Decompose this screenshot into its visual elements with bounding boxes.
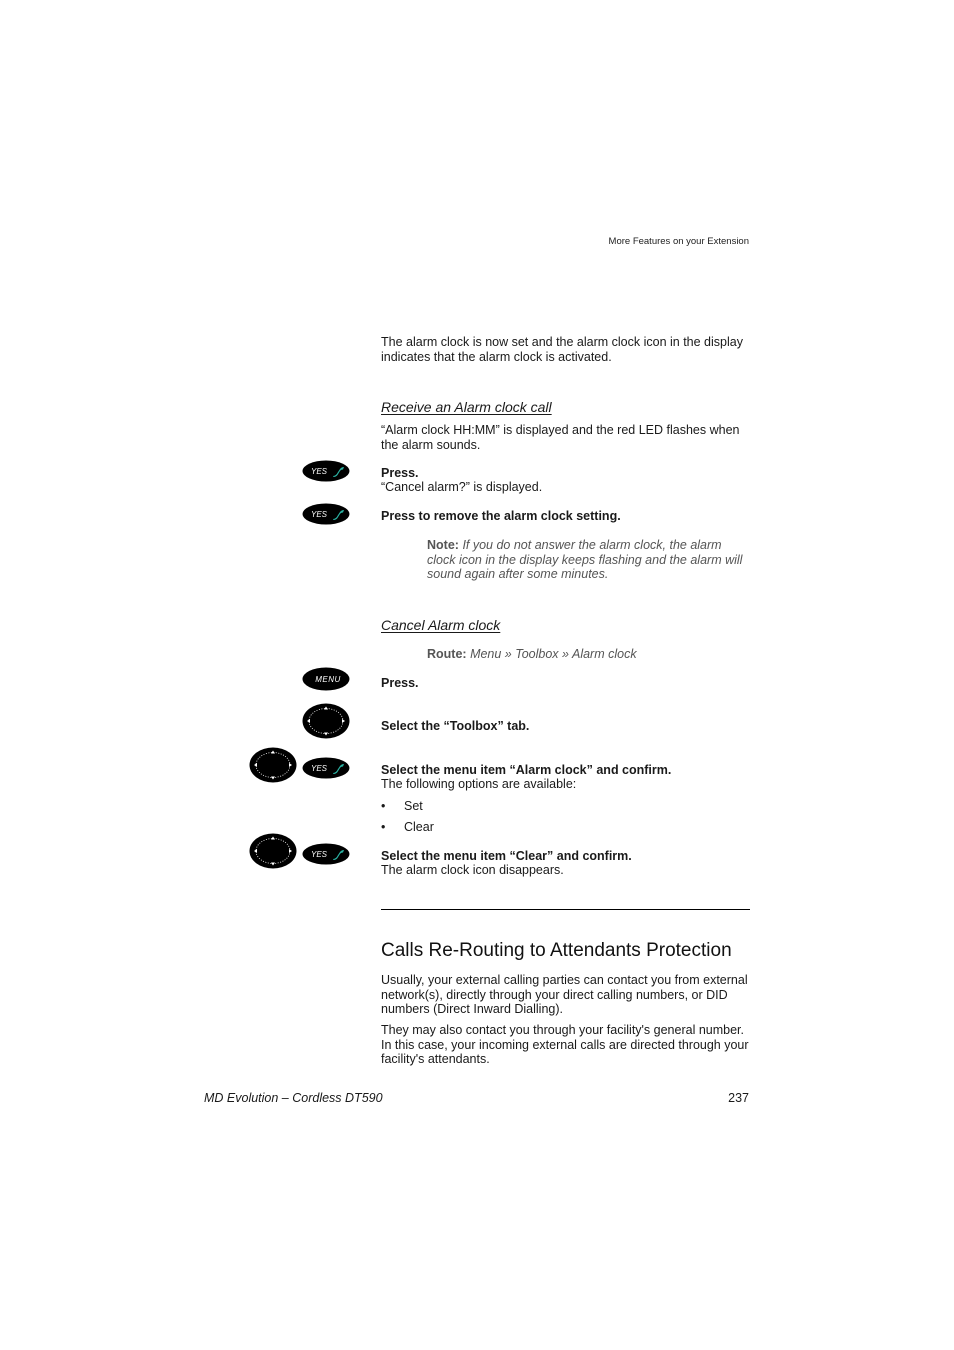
cancel-step4-result: The alarm clock icon disappears. bbox=[381, 863, 564, 877]
intro-paragraph: The alarm clock is now set and the alarm clock icon in the display indicates that the alarm clock is activated. bbox=[381, 335, 743, 364]
yes-key-icon bbox=[302, 843, 350, 865]
page-number: 237 bbox=[728, 1091, 749, 1105]
menu-key-icon bbox=[302, 667, 350, 691]
cancel-step4-action: Select the menu item “Clear” and confirm. bbox=[381, 849, 632, 863]
cancel-step2-action: Select the “Toolbox” tab. bbox=[381, 719, 530, 733]
menu-key-label: MENU bbox=[315, 675, 341, 684]
bullet-mark: • bbox=[381, 820, 386, 834]
list-item bbox=[381, 799, 423, 813]
bullet-mark: • bbox=[381, 799, 386, 813]
running-header: More Features on your Extension bbox=[608, 236, 749, 247]
route-text: Menu » Toolbox » Alarm clock bbox=[470, 647, 637, 661]
receive-step1-action: Press. bbox=[381, 466, 419, 480]
yes-key-label: YES bbox=[310, 764, 328, 773]
cancel-step1-action: Press. bbox=[381, 676, 419, 690]
option-clear: Clear bbox=[404, 820, 434, 834]
yes-key-label: YES bbox=[310, 467, 328, 476]
route-label: Route: bbox=[427, 647, 467, 661]
receive-alarm-description: “Alarm clock HH:MM” is displayed and the red LED flashes when the alarm sounds. bbox=[381, 423, 740, 452]
navigation-key-icon bbox=[249, 747, 297, 783]
yes-key-label: YES bbox=[310, 510, 328, 519]
note-label: Note: bbox=[427, 538, 459, 552]
cancel-step3-action: Select the menu item “Alarm clock” and confirm. bbox=[381, 763, 672, 777]
option-set: Set bbox=[404, 799, 423, 813]
rerouting-paragraph-2: They may also contact you through your facility's general number. In this case, your incoming external calls are directed through your facility's attendants. bbox=[381, 1023, 749, 1066]
footer-doc-title: MD Evolution – Cordless DT590 bbox=[204, 1091, 383, 1105]
yes-key-label: YES bbox=[310, 850, 328, 859]
navigation-key-icon bbox=[302, 703, 350, 739]
receive-alarm-heading: Receive an Alarm clock call bbox=[381, 399, 552, 415]
section-title: Calls Re-Routing to Attendants Protection bbox=[381, 940, 732, 961]
cancel-step3-result: The following options are available: bbox=[381, 777, 577, 791]
cancel-alarm-heading: Cancel Alarm clock bbox=[381, 617, 501, 633]
rerouting-paragraph-1: Usually, your external calling parties can contact you from external network(s), directly through your direct calling numbers, or DID numbers (Direct Inward Dialling). bbox=[381, 973, 748, 1016]
section-divider bbox=[381, 909, 750, 910]
receive-note bbox=[427, 538, 752, 582]
receive-step1-result: “Cancel alarm?” is displayed. bbox=[381, 480, 543, 494]
receive-step2-action: Press to remove the alarm clock setting. bbox=[381, 509, 621, 523]
yes-key-icon bbox=[302, 503, 350, 525]
note-text: If you do not answer the alarm clock, the alarm clock icon in the display keeps flashing and the alarm will sound again after some minutes. bbox=[427, 538, 743, 581]
navigation-key-icon bbox=[249, 833, 297, 869]
yes-key-icon bbox=[302, 757, 350, 779]
route-line bbox=[427, 647, 752, 662]
yes-key-icon bbox=[302, 460, 350, 482]
list-item bbox=[381, 820, 434, 834]
